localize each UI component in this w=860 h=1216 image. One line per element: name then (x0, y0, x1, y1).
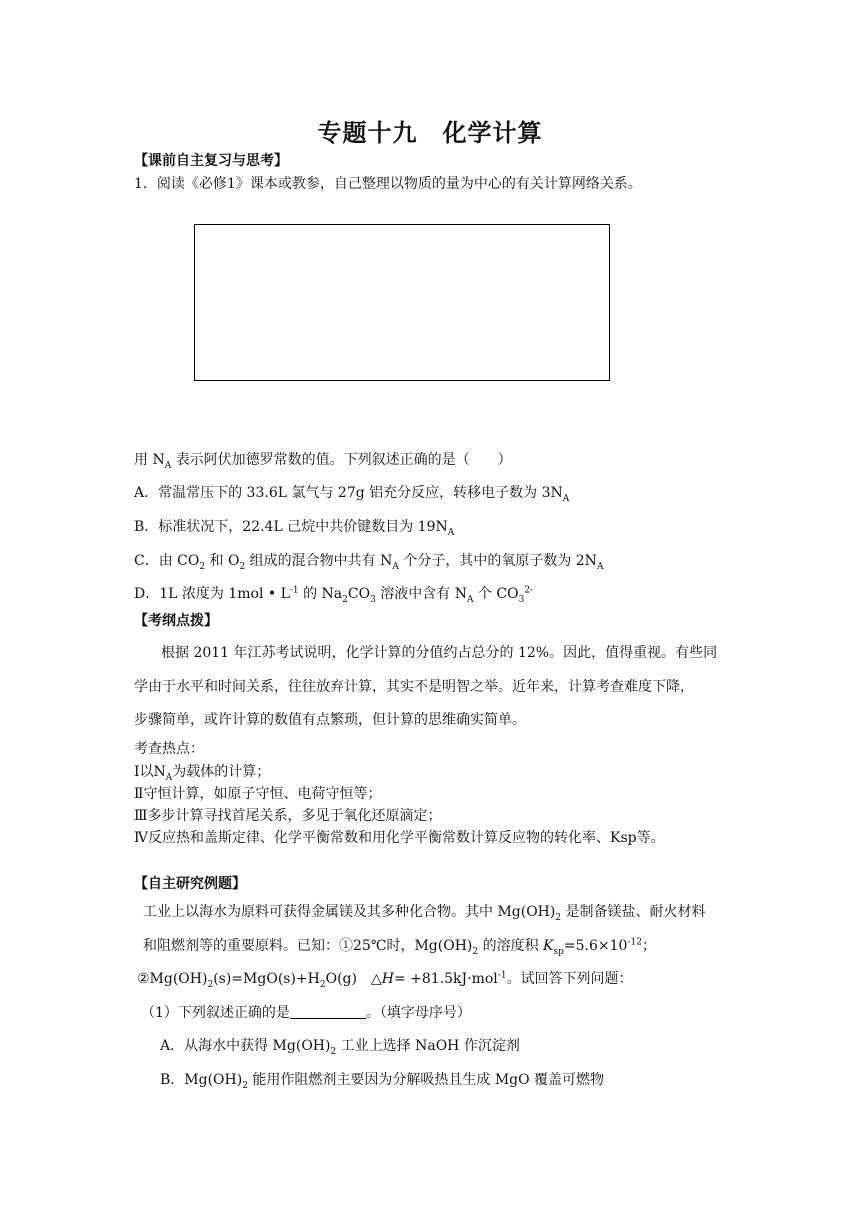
page-title: 专题十九 化学计算 (317, 119, 543, 147)
mcq-stem: 用 $N_A$ 表示阿伏加德罗常数的值。下列叙述正确的是（ ） (134, 452, 512, 471)
mcq-option-a: A．常温常压下的 33.6L 氯气与 27g 铝充分反应，转移电子数为 $3N_A$ (134, 485, 570, 504)
example-paragraph-line-1: 工业上以海水为原料可获得金属镁及其多种化合物。其中 $Mg(OH)_2$ 是制备镁盐、耐火材料 (143, 904, 706, 923)
hotspot-4: Ⅳ反应热和盖斯定律、化学平衡常数和用化学平衡常数计算反应物的转化率、Ksp等。 (134, 830, 665, 846)
mcq-option-d: D．1L 浓度为 1mol • $L^{-1}$ 的 $Na_2CO_3$ 溶液中含有 $N_A$ 个 $CO_3^{2-}$ (134, 585, 534, 605)
example-paragraph-line-2: 和阻燃剂等的重要原料。已知：①25℃时，$Mg(OH)_2$ 的溶度积 $K_{sp}=5.6\times 10^{-12}$； (143, 937, 656, 957)
mcq-option-c: C．由 $CO_2$ 和 $O_2$ 组成的混合物中共有 $N_A$ 个分子，其中的氧原子数为 $2N_A$ (134, 553, 604, 572)
question-1-text: 1．阅读《必修1》课本或教参，自己整理以物质的量为中心的有关计算网络关系。 (134, 176, 642, 192)
example-paragraph-line-3: $②Mg(OH)_2(s)=MgO(s)+H_2O(g)$ △H= +81.5kJ·mol$^{-1}$。试回答下列问题： (137, 970, 633, 990)
example-option-b: B．$Mg(OH)_2$ 能用作阻燃剂主要因为分解吸热且生成 MgO 覆盖可燃物 (160, 1072, 605, 1091)
example-question-1: （1）下列叙述正确的是 。（填字母序号） (141, 1005, 471, 1021)
hotspot-2: Ⅱ守恒计算，如原子守恒、电荷守恒等； (134, 786, 382, 802)
answer-blank[interactable] (290, 1004, 366, 1019)
syllabus-paragraph-line-3: 步骤简单，或许计算的数值有点繁琐，但计算的思维确实简单。 (134, 712, 526, 728)
hotspot-1: Ⅰ以$N_A$为载体的计算； (134, 764, 271, 783)
hotspots-label: 考查热点： (134, 741, 204, 757)
hotspot-3: Ⅲ多步计算寻找首尾关系，多见于氧化还原滴定； (134, 808, 442, 824)
section-heading-examples: 【自主研究例题】 (134, 876, 246, 892)
answer-box (194, 224, 610, 381)
syllabus-paragraph-line-2: 学由于水平和时间关系，往往放弃计算，其实不是明智之举。近年来，计算考查难度下降， (134, 679, 694, 695)
section-heading-syllabus: 【考纲点拨】 (134, 613, 218, 629)
section-heading-review: 【课前自主复习与思考】 (134, 153, 288, 169)
example-option-a: A．从海水中获得 $Mg(OH)_2$ 工业上选择 NaOH 作沉淀剂 (160, 1038, 520, 1057)
mcq-option-b: B．标准状况下，22.4L 己烷中共价键数目为 $19N_A$ (134, 519, 455, 538)
syllabus-paragraph-line-1: 根据 2011 年江苏考试说明，化学计算的分值约占总分的 12%。因此，值得重视。有些同 (161, 645, 718, 661)
